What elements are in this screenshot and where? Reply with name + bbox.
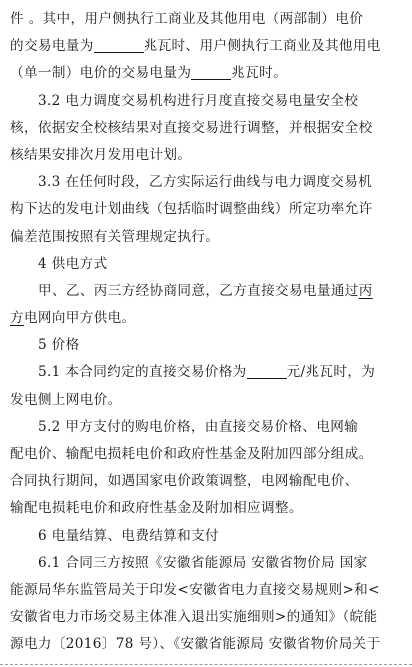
text: 合同执行期间，如遇国家电价政策调整，电网输配电价、 [10,473,359,490]
section-heading [10,523,402,550]
text: 发电侧上网电价。 [10,391,122,408]
text: 核结果安排次月发用电计划。 [10,146,192,163]
text-line [10,550,402,577]
text-line [10,169,402,196]
text: 甲、乙、丙三方经协商同意，乙方直接交易电量通过 [38,282,359,299]
text: 元/兆瓦时，为 [286,364,376,381]
underlined-text: 方 [10,310,24,327]
text: 兆瓦时。 [231,65,288,82]
text-line [10,60,402,87]
text-line [10,495,402,522]
text: 能源局华东监管局关于印发<安徽省电力直接交易规则>和< [10,581,380,598]
section-heading [10,332,402,359]
text-line [10,631,402,658]
text: 安徽省电力市场交易主体准入退出实施细则>的通知》（皖能 [10,609,378,626]
text-line [10,577,402,604]
text: 配电价、输配电损耗电价和政府性基金及附加四部分组成。 [10,446,373,462]
heading-text: 6 电量结算、电费结算和支付 [38,527,219,544]
text: 3.3 在任何时段，乙方实际运行曲线与电力调度交易机 [38,174,373,191]
text: 核，依据安全校核结果对直接交易进行调整，并根据安全校 [10,119,373,136]
underlined-text: 丙 [358,282,373,299]
text: 6.1 合同三方按照《安徽省能源局 安徽省物价局 国家 [38,554,368,571]
text-line [10,278,402,305]
text: 构下达的发电计划曲线（包括临时调整曲线）所定功率允许 [10,201,373,218]
text-line [10,6,402,33]
heading-text: 5 价格 [38,337,80,354]
text: （单一制）电价的交易电量为 [10,65,192,82]
fill-in-blank [94,37,144,53]
text-line [10,115,402,142]
text-line [10,359,402,386]
text-line [10,441,402,468]
page-bottom-divider [0,664,412,665]
text: 的交易电量为 [10,38,94,55]
text-line [10,142,402,169]
text-line [10,33,402,60]
text: 5.1 本合同约定的直接交易价格为 [38,364,247,381]
fill-in-blank [191,64,231,80]
text-line [10,387,402,414]
text: 3.2 电力调度交易机构进行月度直接交易电量安全校 [38,92,359,109]
text: 输配电损耗电价和政府性基金及附加相应调整。 [10,500,303,517]
section-heading [10,251,402,278]
text-line [10,196,402,223]
heading-text: 4 供电方式 [38,255,108,272]
text: 件 。其中，用户侧执行工商业及其他用电（两部制）电价 [10,11,364,27]
text: 偏差范围按照有关管理规定执行。 [10,228,220,245]
text-line [10,224,402,251]
text-line [10,414,402,441]
text: 电网向甲方供电。 [23,310,136,327]
text-line [10,604,402,631]
text: 源电力〔2016〕78 号）、《安徽省能源局 安徽省物价局关于 [10,636,381,653]
text-line [10,305,402,332]
fill-in-blank [247,363,287,379]
text-line [10,468,402,495]
text: 5.2 甲方支付的购电价格，由直接交易价格、电网输 [38,418,359,435]
text: 兆瓦时、用户侧执行工商业及其他用电 [143,38,381,55]
text-line [10,88,402,115]
